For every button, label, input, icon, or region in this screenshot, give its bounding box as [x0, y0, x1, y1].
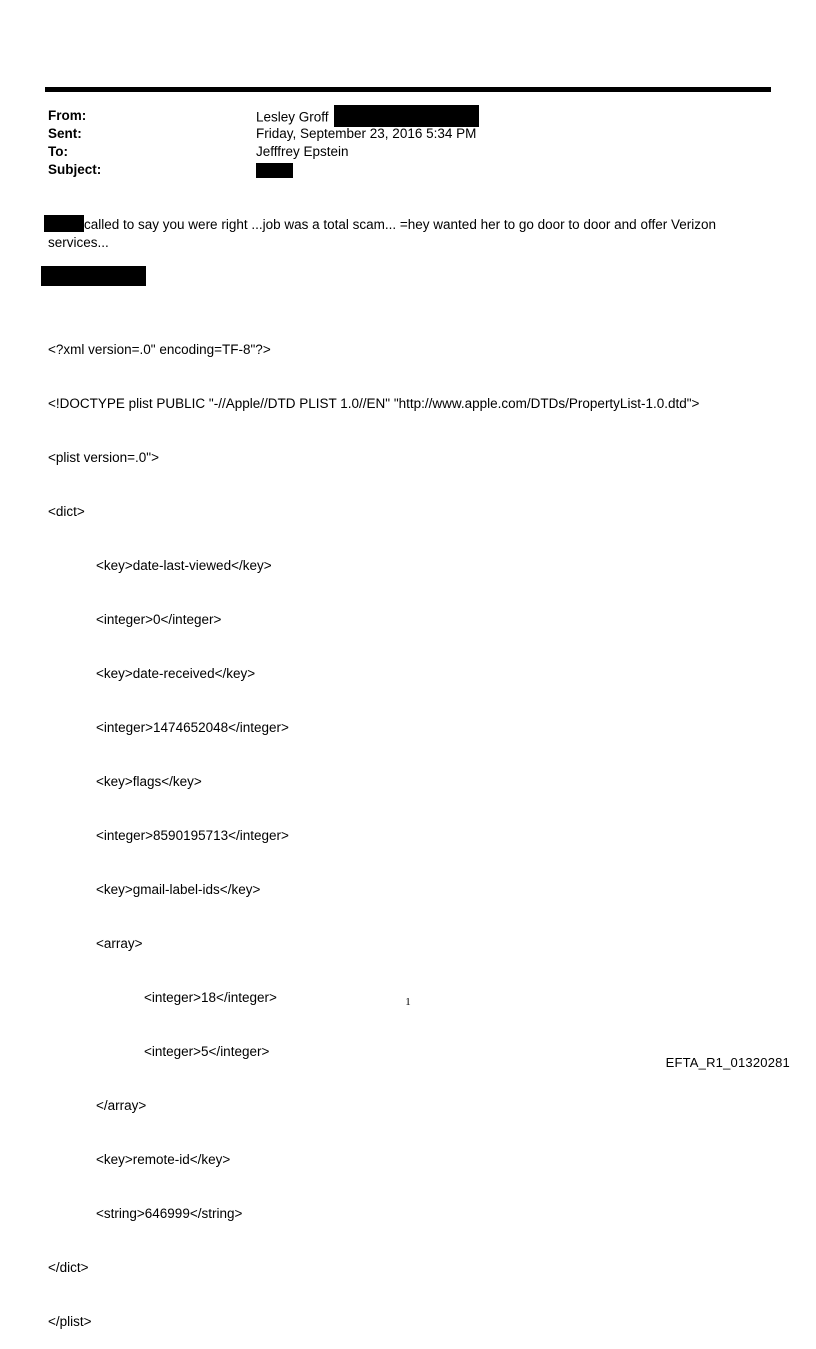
subject-label: Subject: [48, 162, 102, 177]
sent-row [48, 125, 748, 143]
message-text-1: called to say you were right ...job was a total scam... =hey wanted her to go door to door and offer Verizon [84, 217, 716, 232]
plist-line: <integer>1474652048</integer> [96, 720, 289, 735]
plist-line: <dict> [48, 504, 85, 519]
plist-line: <key>flags</key> [96, 774, 202, 789]
subject-value [256, 161, 293, 179]
to-row [48, 143, 748, 161]
page-number: 1 [405, 996, 411, 1008]
to-value: Jefffrey Epstein [256, 144, 349, 159]
message-line-2: services... [48, 235, 109, 250]
plist-line: <!DOCTYPE plist PUBLIC "-//Apple//DTD PLIST 1.0//EN" "http://www.apple.com/DTDs/PropertyList-1.0.dtd"> [48, 396, 700, 411]
plist-line: <key>gmail-label-ids</key> [96, 882, 261, 897]
from-name: Lesley Groff [256, 109, 329, 125]
plist-line: <integer>5</integer> [144, 1044, 270, 1059]
plist-line: <array> [96, 936, 143, 951]
message-body [48, 215, 748, 252]
plist-block [48, 305, 699, 1349]
header-rule [45, 87, 771, 92]
plist-line: <string>646999</string> [96, 1206, 243, 1221]
plist-line: <?xml version=.0" encoding=TF-8"?> [48, 342, 271, 357]
plist-line: </dict> [48, 1260, 89, 1275]
redacted-subject [256, 163, 293, 178]
plist-line: <key>date-received</key> [96, 666, 256, 681]
sent-value: Friday, September 23, 2016 5:34 PM [256, 126, 477, 141]
plist-line: <key>remote-id</key> [96, 1152, 231, 1167]
plist-line: <plist version=.0"> [48, 450, 159, 465]
redacted-signature [41, 266, 146, 286]
plist-line: <key>date-last-viewed</key> [96, 558, 272, 573]
plist-line: </array> [96, 1098, 147, 1113]
redacted-name [44, 215, 84, 232]
message-line-1 [48, 215, 748, 234]
email-header [48, 107, 748, 179]
plist-line: <integer>8590195713</integer> [96, 828, 289, 843]
redacted-email [334, 105, 479, 127]
subject-row [48, 161, 748, 179]
plist-line: <integer>18</integer> [144, 990, 277, 1005]
plist-line: </plist> [48, 1314, 92, 1329]
from-label: From: [48, 108, 87, 123]
plist-line: <integer>0</integer> [96, 612, 222, 627]
document-id: EFTA_R1_01320281 [665, 1055, 790, 1070]
sent-label: Sent: [48, 126, 82, 141]
to-label: To: [48, 144, 68, 159]
from-row [48, 107, 748, 125]
